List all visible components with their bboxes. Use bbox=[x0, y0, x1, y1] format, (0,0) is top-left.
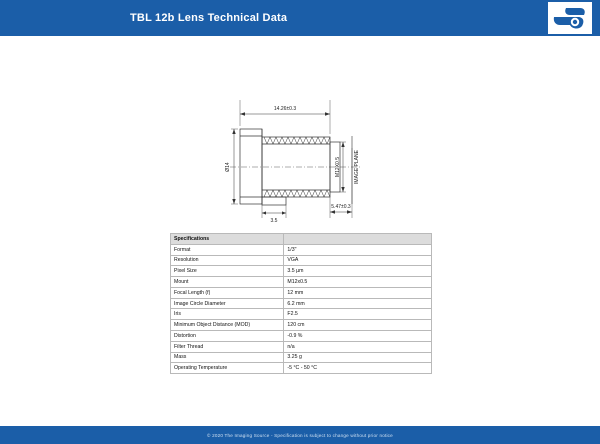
spec-value: 3.5 µm bbox=[284, 266, 432, 277]
spec-key: Image Circle Diameter bbox=[171, 298, 284, 309]
spec-value: 3.25 g bbox=[284, 352, 432, 363]
spec-value: 12 mm bbox=[284, 287, 432, 298]
specifications-table bbox=[170, 233, 432, 374]
dim-total-length: 14.26±0.3 bbox=[273, 106, 297, 112]
spec-value: n/a bbox=[284, 341, 432, 352]
spec-value: 120 cm bbox=[284, 320, 432, 331]
dim-flange-section: 5.47±0.3 bbox=[331, 204, 351, 210]
page-header bbox=[0, 0, 600, 36]
footer-copyright: © 2020 The Imaging Source - Specification is subject to change without prior notice bbox=[207, 432, 393, 438]
lens-bottom-step bbox=[262, 197, 286, 205]
lens-technical-drawing bbox=[0, 36, 600, 226]
table-row bbox=[171, 266, 432, 277]
table-row bbox=[171, 244, 432, 255]
spec-value: -0.9 % bbox=[284, 331, 432, 342]
table-row bbox=[171, 352, 432, 363]
table-row bbox=[171, 277, 432, 288]
specifications-title-blank bbox=[284, 234, 432, 245]
spec-key: Mass bbox=[171, 352, 284, 363]
company-logo bbox=[548, 2, 592, 34]
spec-key: Mount bbox=[171, 277, 284, 288]
dim-front-step: 3.5 bbox=[270, 218, 278, 224]
spec-value: 6.2 mm bbox=[284, 298, 432, 309]
page-footer bbox=[0, 426, 600, 444]
table-header-row bbox=[171, 234, 432, 245]
table-row bbox=[171, 341, 432, 352]
dim-diameter-left: Ø14 bbox=[225, 162, 231, 172]
spec-value: F2.5 bbox=[284, 309, 432, 320]
company-logo-icon bbox=[550, 4, 590, 32]
page-title: TBL 12b Lens Technical Data bbox=[130, 12, 288, 24]
spec-key: Minimum Object Distance (MOD) bbox=[171, 320, 284, 331]
spec-key: Filter Thread bbox=[171, 341, 284, 352]
spec-key: Format bbox=[171, 244, 284, 255]
specifications-title: Specifications bbox=[171, 234, 284, 245]
spec-key: Distortion bbox=[171, 331, 284, 342]
header-left-stripe bbox=[0, 0, 130, 36]
label-image-plane: IMAGE PLANE bbox=[354, 150, 360, 184]
table-row bbox=[171, 287, 432, 298]
spec-key: Focal Length (f) bbox=[171, 287, 284, 298]
lens-flange-body bbox=[240, 129, 262, 204]
dim-thread: M12X0.5 bbox=[335, 156, 341, 178]
table-row bbox=[171, 320, 432, 331]
table-row bbox=[171, 363, 432, 374]
table-row bbox=[171, 309, 432, 320]
spec-key: Pixel Size bbox=[171, 266, 284, 277]
spec-value: 1/3" bbox=[284, 244, 432, 255]
spec-key: Iris bbox=[171, 309, 284, 320]
spec-key: Resolution bbox=[171, 255, 284, 266]
spec-key: Operating Temperature bbox=[171, 363, 284, 374]
table-row bbox=[171, 255, 432, 266]
spec-value: VGA bbox=[284, 255, 432, 266]
table-row bbox=[171, 298, 432, 309]
table-row bbox=[171, 331, 432, 342]
spec-value: M12x0.5 bbox=[284, 277, 432, 288]
spec-value: -5 °C - 50 °C bbox=[284, 363, 432, 374]
